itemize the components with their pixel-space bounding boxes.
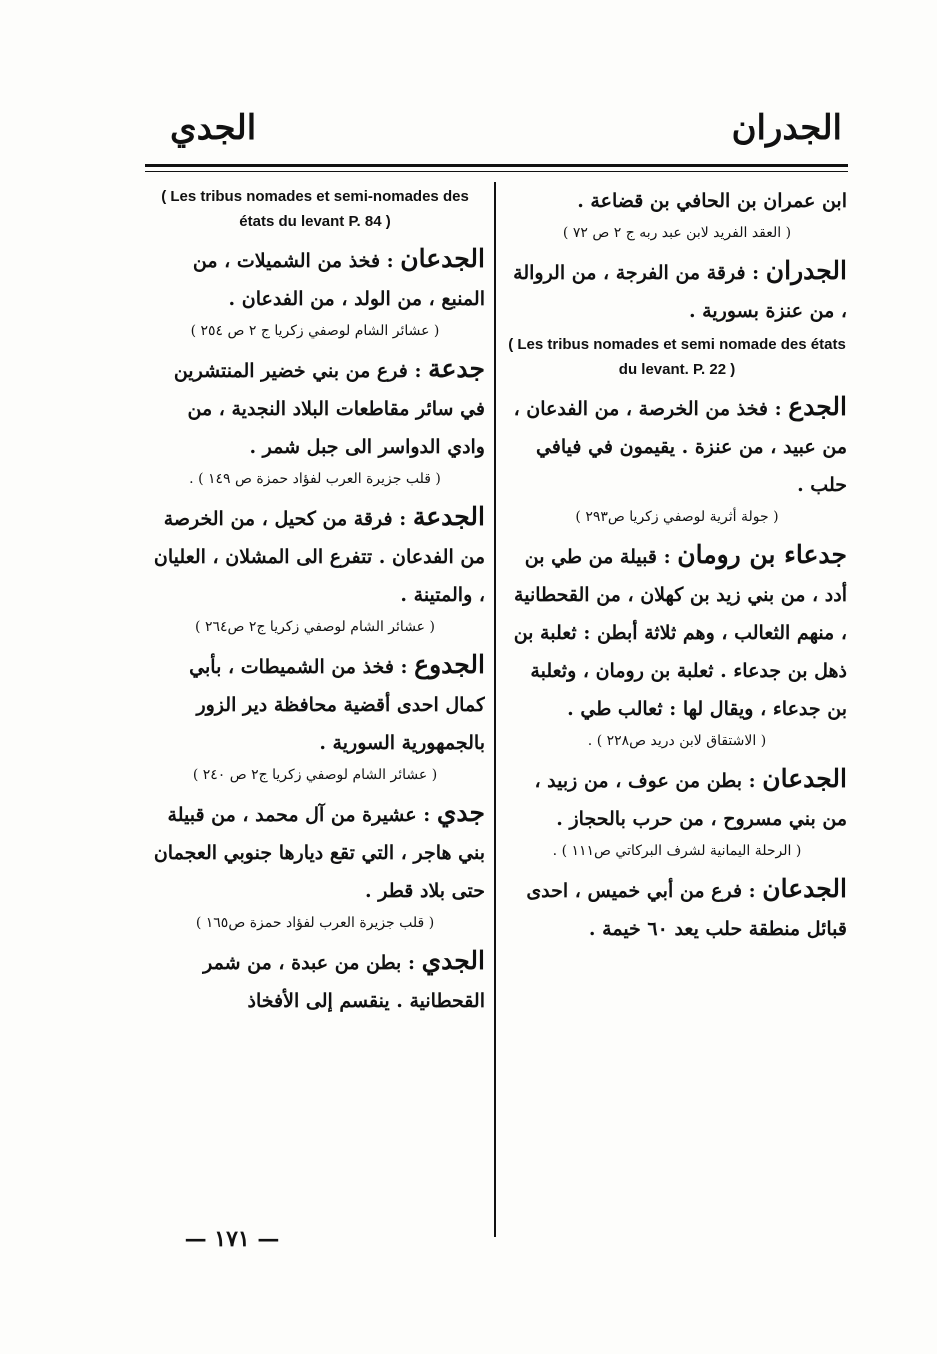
entry-headword: الجدران (765, 256, 847, 285)
entry-text: : فخذ من الخرصة ، من الفدعان ، من عبيد ، من عنزة . يقيمون في فيافي حلب . (513, 398, 847, 496)
entry-text: : فرع من أبي خميس ، احدى قبائل منطقة حلب يعد ٦٠ خيمة . (526, 880, 847, 940)
entry (145, 942, 485, 1020)
source-citation-latin: ( Les tribus nomades et semi-nomades des états du levant P. 84 ) (161, 188, 469, 230)
entry-text: : فرقة من الفرجة ، من الروالة ، من عنزة بسورية . (513, 262, 847, 322)
right-column (507, 182, 847, 1242)
entry-headword: الجدعان (762, 874, 847, 903)
column-divider (494, 182, 496, 1237)
entry (145, 794, 485, 910)
entry-headword: الجدع (788, 392, 847, 421)
entry-text: : عشيرة من آل محمد ، من قبيلة بني هاجر ، التي تقع ديارها جنوبي العجمان حتى بلاد قطر . (153, 804, 485, 902)
source-citation: ( الرحلة اليمانية لشرف البركاتي ص١١١ ) . (552, 843, 802, 859)
entry (145, 498, 485, 614)
entry-text: : فرقة من كحيل ، من الخرصة من الفدعان . تتفرع الى المشلان ، العليان ، والمتينة . (153, 508, 485, 606)
entry-headword: الجدعة (412, 502, 485, 531)
entry-headword: الجدي (421, 946, 485, 975)
header-rule-thick (145, 164, 848, 167)
header-rule-thin (145, 171, 848, 172)
entry-text: : بطن من عبدة ، من شمر القحطانية . ينقسم إلى الأفخاذ (203, 952, 485, 1012)
entry-headword: الجدعان (400, 244, 485, 273)
entry (507, 870, 847, 948)
entry-text: ابن عمران بن الحافي بن قضاعة . (577, 190, 847, 212)
source-citation: ( قلب جزيرة العرب لفؤاد حمزة ص ١٤٩ ) . (189, 471, 441, 487)
entry-continuation (507, 182, 847, 220)
entry-text: : قبيلة من طي بن أدد ، من بني زيد بن كهلان ، من القحطانية ، منهم الثعالب ، وهم ثلاثة أبطن : ثعلبة بن ذهل بن جدعاء . ثعلبة بن رومان ، وثعلبة بن جدعاء ، ويقال لها : ثعالب طي . (513, 546, 847, 720)
source-citation: ( عشائر الشام لوصفي زكريا ج٢ ص٢٦٤ ) (195, 619, 435, 635)
source-citation: ( قلب جزيرة العرب لفؤاد حمزة ص١٦٥ ) (195, 915, 435, 931)
entry-headword: الجدوع (414, 650, 485, 679)
entry-headword: الجدعان (762, 764, 847, 793)
entry-text: : فخذ من الشميلات ، من المنبع ، من الولد ، من الفدعان . (192, 250, 485, 310)
entry (145, 350, 485, 466)
entry (507, 252, 847, 330)
entry (507, 388, 847, 504)
entry (507, 760, 847, 838)
entry-text: : فخذ من الشميطات ، بأبي كمال احدى أقضية محافظة دير الزور بالجمهورية السورية . (189, 656, 485, 754)
entry-text: : بطن من عوف ، من زبيد ، من بني مسروح ، من حرب بالحجاز . (534, 770, 847, 830)
entry (145, 240, 485, 318)
entry-text: : فرع من بني خضير المنتشرين في سائر مقاطعات البلاد النجدية ، من وادي الدواسر الى جبل شمر . (173, 360, 485, 458)
source-citation: ( الاشتقاق لابن دريد ص٢٢٨ ) . (587, 733, 767, 749)
page-number: — ١٧١ — (184, 1226, 280, 1252)
left-column (145, 182, 485, 1242)
entry-headword: جدعة (428, 354, 485, 383)
source-citation: ( العقد الفريد لابن عبد ربه ج ٢ ص ٧٢ ) (562, 225, 792, 241)
source-citation-latin: ( Les tribus nomades et semi nomade des états du levant. P. 22 ) (508, 336, 846, 378)
entry-headword: جدي (436, 798, 485, 827)
running-head-left: الجدي (170, 108, 257, 148)
source-citation: ( عشائر الشام لوصفي زكريا ج ٢ ص ٢٥٤ ) (190, 323, 440, 339)
running-head-right: الجدران (731, 108, 842, 148)
source-citation: ( جولة أثرية لوصفي زكريا ص٢٩٣ ) (575, 509, 779, 525)
entry (145, 646, 485, 762)
entry (507, 536, 847, 728)
source-citation: ( عشائر الشام لوصفي زكريا ج٢ ص ٢٤٠ ) (192, 767, 438, 783)
entry-headword: جدعاء بن رومان (677, 540, 847, 569)
